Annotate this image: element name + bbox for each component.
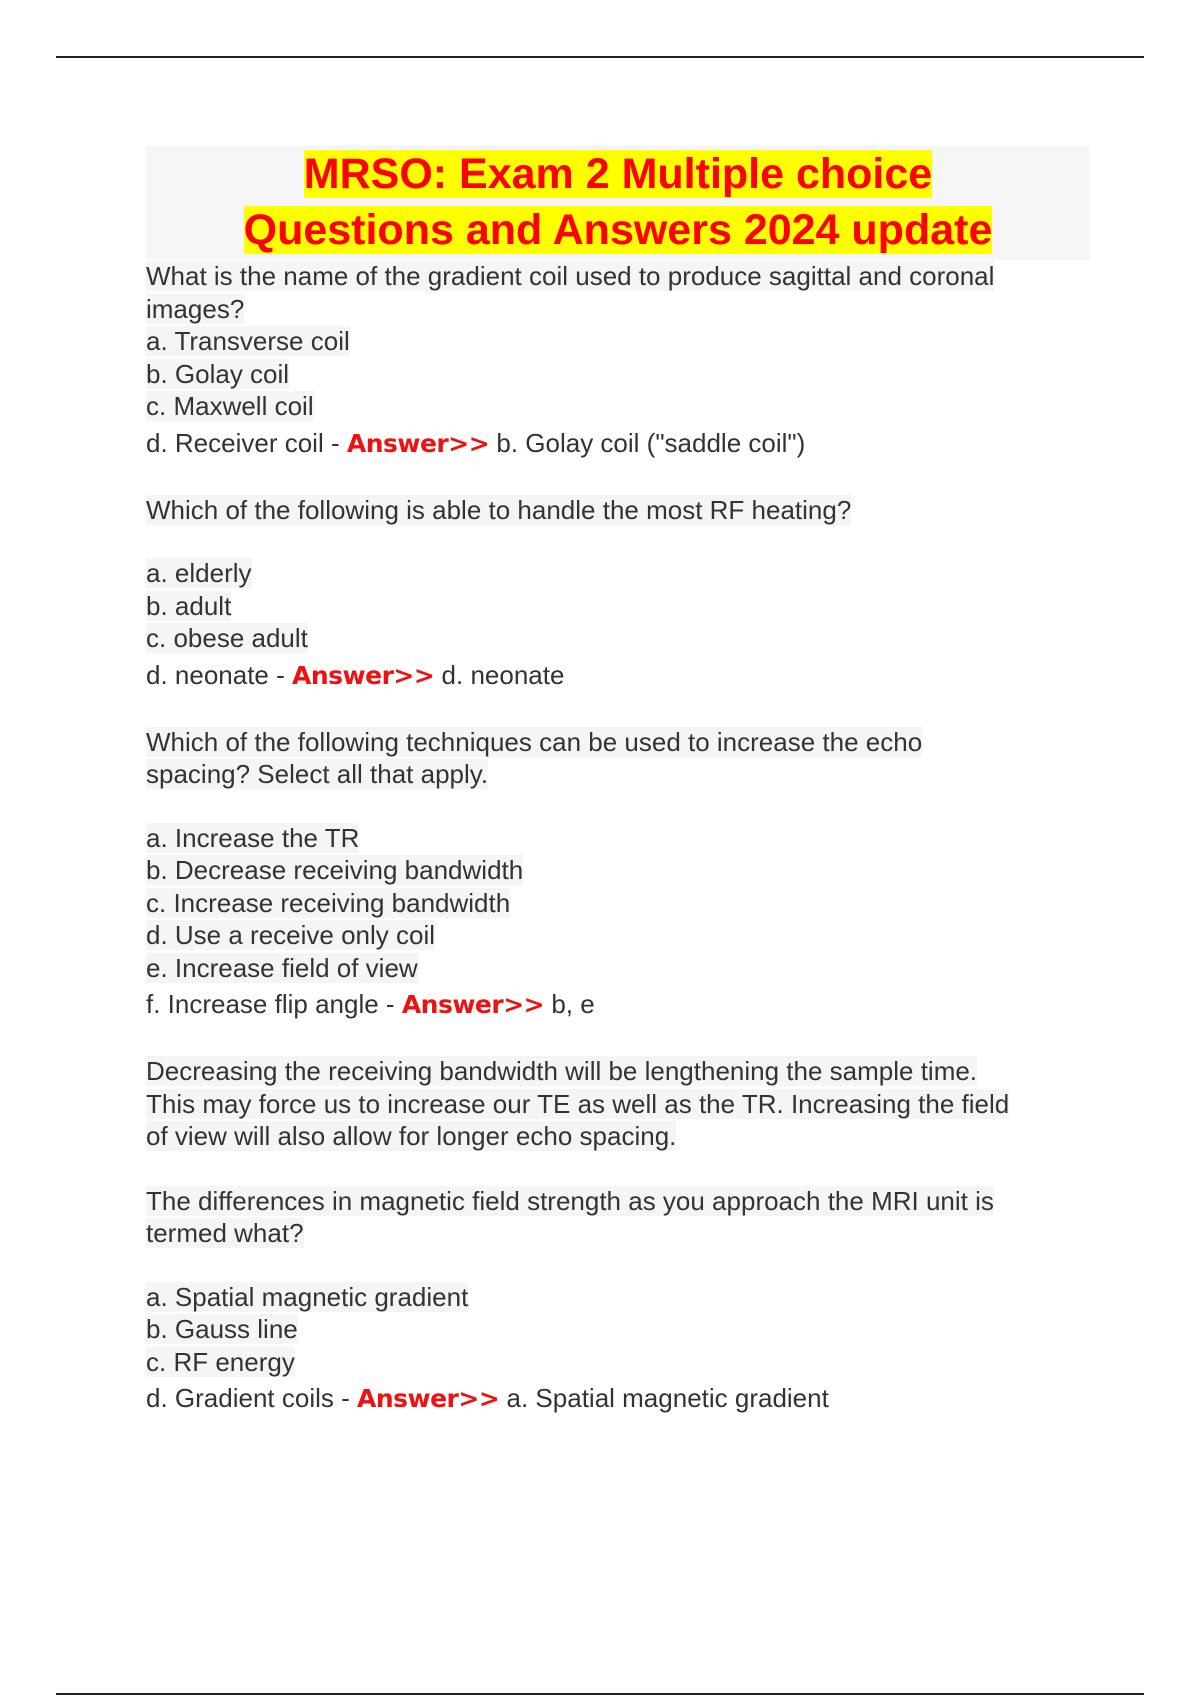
question-stem: The differences in magnetic field strength as you approach the MRI unit is <box>146 1185 994 1216</box>
option-d: d. neonate - <box>146 659 292 690</box>
answer-text: a. Spatial magnetic gradient <box>499 1383 829 1413</box>
answer-tag: Answer>> <box>356 1384 500 1413</box>
explanation-text: Decreasing the receiving bandwidth will be lengthening the sample time. <box>146 1056 978 1086</box>
question-stem: What is the name of the gradient coil used to produce sagittal and coronal <box>146 261 995 291</box>
option-b: b. Gauss line <box>146 1314 298 1344</box>
title-line-2: Questions and Answers 2024 update <box>243 206 993 254</box>
option-b: b. adult <box>146 590 232 621</box>
option-a: a. Spatial magnetic gradient <box>146 1281 469 1312</box>
option-c: c. obese adult <box>146 623 308 653</box>
question-2 <box>146 494 1090 694</box>
option-b: b. Decrease receiving bandwidth <box>146 855 524 885</box>
explanation-text: of view will also allow for longer echo spacing. <box>146 1121 677 1151</box>
answer-tag: Answer>> <box>401 990 545 1019</box>
answer-text: b, e <box>544 989 595 1019</box>
answer-tag: Answer>> <box>346 428 490 458</box>
option-b: b. Golay coil <box>146 358 290 389</box>
option-d: d. Receiver coil - <box>146 427 347 458</box>
option-d: d. Gradient coils - <box>146 1383 357 1413</box>
question-stem: termed what? <box>146 1218 304 1248</box>
question-3 <box>146 726 1090 1153</box>
option-e: e. Increase field of view <box>146 952 418 983</box>
question-stem: spacing? Select all that apply. <box>146 759 489 789</box>
option-c: c. RF energy <box>146 1346 295 1377</box>
question-4 <box>146 1185 1090 1418</box>
option-c: c. Maxwell coil <box>146 391 314 421</box>
option-a: a. Transverse coil <box>146 326 350 356</box>
document-body <box>146 146 1090 1417</box>
option-f: f. Increase flip angle - <box>146 989 402 1019</box>
option-c: c. Increase receiving bandwidth <box>146 887 511 918</box>
answer-tag: Answer>> <box>292 660 435 690</box>
title-line-1: MRSO: Exam 2 Multiple choice <box>303 150 933 198</box>
question-stem: Which of the following techniques can be used to increase the echo <box>146 726 923 757</box>
question-stem: images? <box>146 293 245 324</box>
question-1 <box>146 260 1090 462</box>
header-rule <box>56 56 1144 58</box>
footer-rule <box>56 1693 1144 1695</box>
answer-text: d. neonate <box>434 659 565 690</box>
document-title <box>146 146 1090 260</box>
answer-text: b. Golay coil ("saddle coil") <box>489 427 806 458</box>
explanation-text: This may force us to increase our TE as well as the TR. Increasing the field <box>146 1088 1010 1119</box>
option-a: a. elderly <box>146 558 252 588</box>
option-d: d. Use a receive only coil <box>146 920 436 950</box>
question-stem: Which of the following is able to handle the most RF heating? <box>146 494 852 525</box>
option-a: a. Increase the TR <box>146 822 360 853</box>
